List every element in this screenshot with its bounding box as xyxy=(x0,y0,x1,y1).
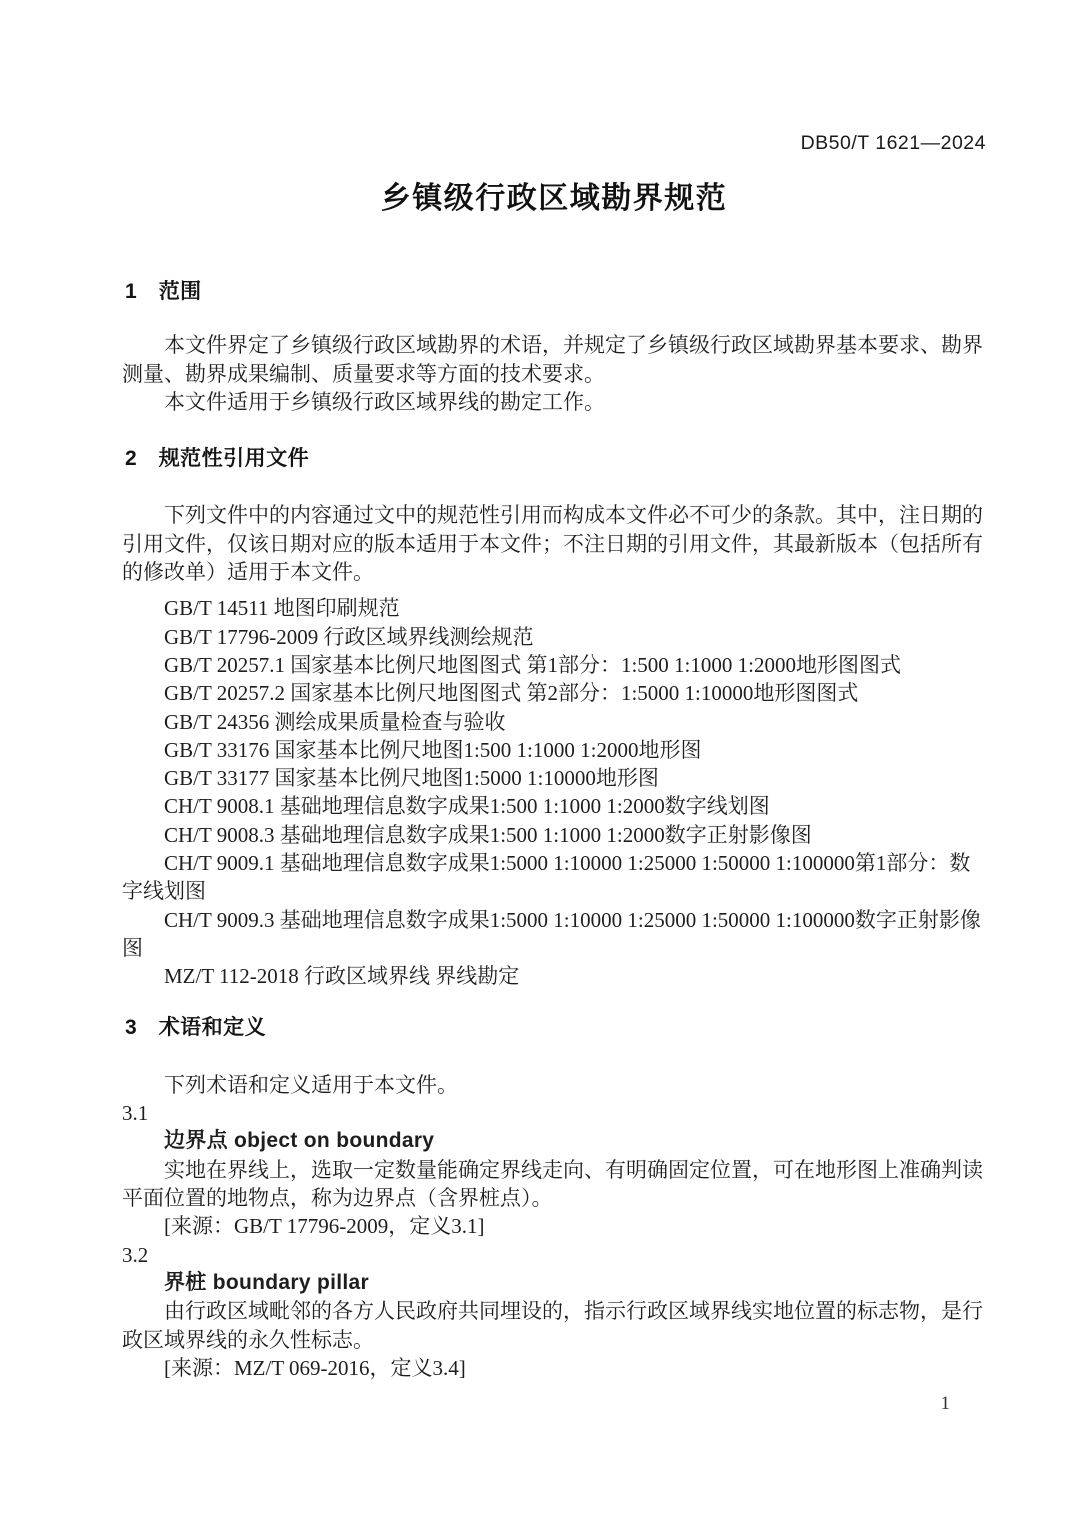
standard-code: DB50/T 1621—2024 xyxy=(800,132,986,154)
reference-item: GB/T 33176 国家基本比例尺地图1:500 1:1000 1:2000地形图 xyxy=(164,737,702,762)
term-source: [来源：MZ/T 069-2016，定义3.4] xyxy=(164,1355,466,1380)
term-entry xyxy=(122,1241,986,1382)
reference-item: MZ/T 112-2018 行政区域界线 界线勘定 xyxy=(164,964,520,989)
reference-item: CH/T 9008.1 基础地理信息数字成果1:500 1:1000 1:2000数字线划图 xyxy=(164,794,770,819)
clause-1-paragraph: 本文件界定了乡镇级行政区域勘界的术语，并规定了乡镇级行政区域勘界基本要求、勘界测量、勘界成果编制、质量要求等方面的技术要求。 xyxy=(122,333,983,386)
reference-item: CH/T 9009.3 基础地理信息数字成果1:5000 1:10000 1:25000 1:50000 1:100000数字正射影像图 xyxy=(122,907,981,960)
clause-2-heading xyxy=(122,445,986,473)
reference-item: GB/T 20257.1 国家基本比例尺地图图式 第1部分：1:500 1:1000 1:2000地形图图式 xyxy=(164,652,901,677)
term-name: 边界点 object on boundary xyxy=(164,1129,435,1153)
document-title: 乡镇级行政区域勘界规范 xyxy=(380,182,728,215)
clause-3-intro: 下列术语和定义适用于本文件。 xyxy=(164,1072,458,1097)
term-id: 3.1 xyxy=(122,1101,149,1126)
clause-1-title: 范围 xyxy=(158,280,202,303)
clause-1-number: 1 xyxy=(125,280,137,303)
clause-1-heading xyxy=(122,278,986,306)
clause-3-title: 术语和定义 xyxy=(158,1015,267,1039)
clause-1-paragraph: 本文件适用于乡镇级行政区域界线的勘定工作。 xyxy=(164,389,605,414)
reference-item: GB/T 24356 测绘成果质量检查与验收 xyxy=(164,709,506,734)
term-entry xyxy=(122,1099,986,1240)
term-definition: 由行政区域毗邻的各方人民政府共同埋设的，指示行政区域界线实地位置的标志物，是行政区域界线的永久性标志。 xyxy=(122,1299,983,1352)
reference-item: CH/T 9009.1 基础地理信息数字成果1:5000 1:10000 1:25000 1:50000 1:100000第1部分：数字线划图 xyxy=(122,851,971,904)
clause-2-intro: 下列文件中的内容通过文中的规范性引用而构成本文件必不可少的条款。其中，注日期的引用文件，仅该日期对应的版本适用于本文件；不注日期的引用文件，其最新版本（包括所有的修改单）适用于本文件。 xyxy=(122,503,983,585)
page-number: 1 xyxy=(940,1393,950,1414)
normative-references-list xyxy=(122,594,986,990)
reference-item: GB/T 20257.2 国家基本比例尺地图图式 第2部分：1:5000 1:10000地形图图式 xyxy=(164,681,859,706)
term-id: 3.2 xyxy=(122,1242,149,1267)
clause-3-number: 3 xyxy=(125,1015,137,1039)
clause-2-title: 规范性引用文件 xyxy=(158,447,310,471)
clause-2-number: 2 xyxy=(125,447,137,471)
term-definition: 实地在界线上，选取一定数量能确定界线走向、有明确固定位置，可在地形图上准确判读平面位置的地物点，称为边界点（含界桩点）。 xyxy=(122,1157,983,1211)
page-content xyxy=(122,0,986,1382)
reference-item: CH/T 9008.3 基础地理信息数字成果1:500 1:1000 1:2000数字正射影像图 xyxy=(164,822,812,847)
reference-item: GB/T 17796-2009 行政区域界线测绘规范 xyxy=(164,624,534,649)
reference-item: GB/T 33177 国家基本比例尺地图1:5000 1:10000地形图 xyxy=(164,766,659,791)
clause-3-heading xyxy=(122,1014,986,1042)
term-source: [来源：GB/T 17796-2009，定义3.1] xyxy=(164,1214,485,1239)
term-name: 界桩 boundary pillar xyxy=(164,1270,369,1294)
reference-item: GB/T 14511 地图印刷规范 xyxy=(164,596,400,621)
